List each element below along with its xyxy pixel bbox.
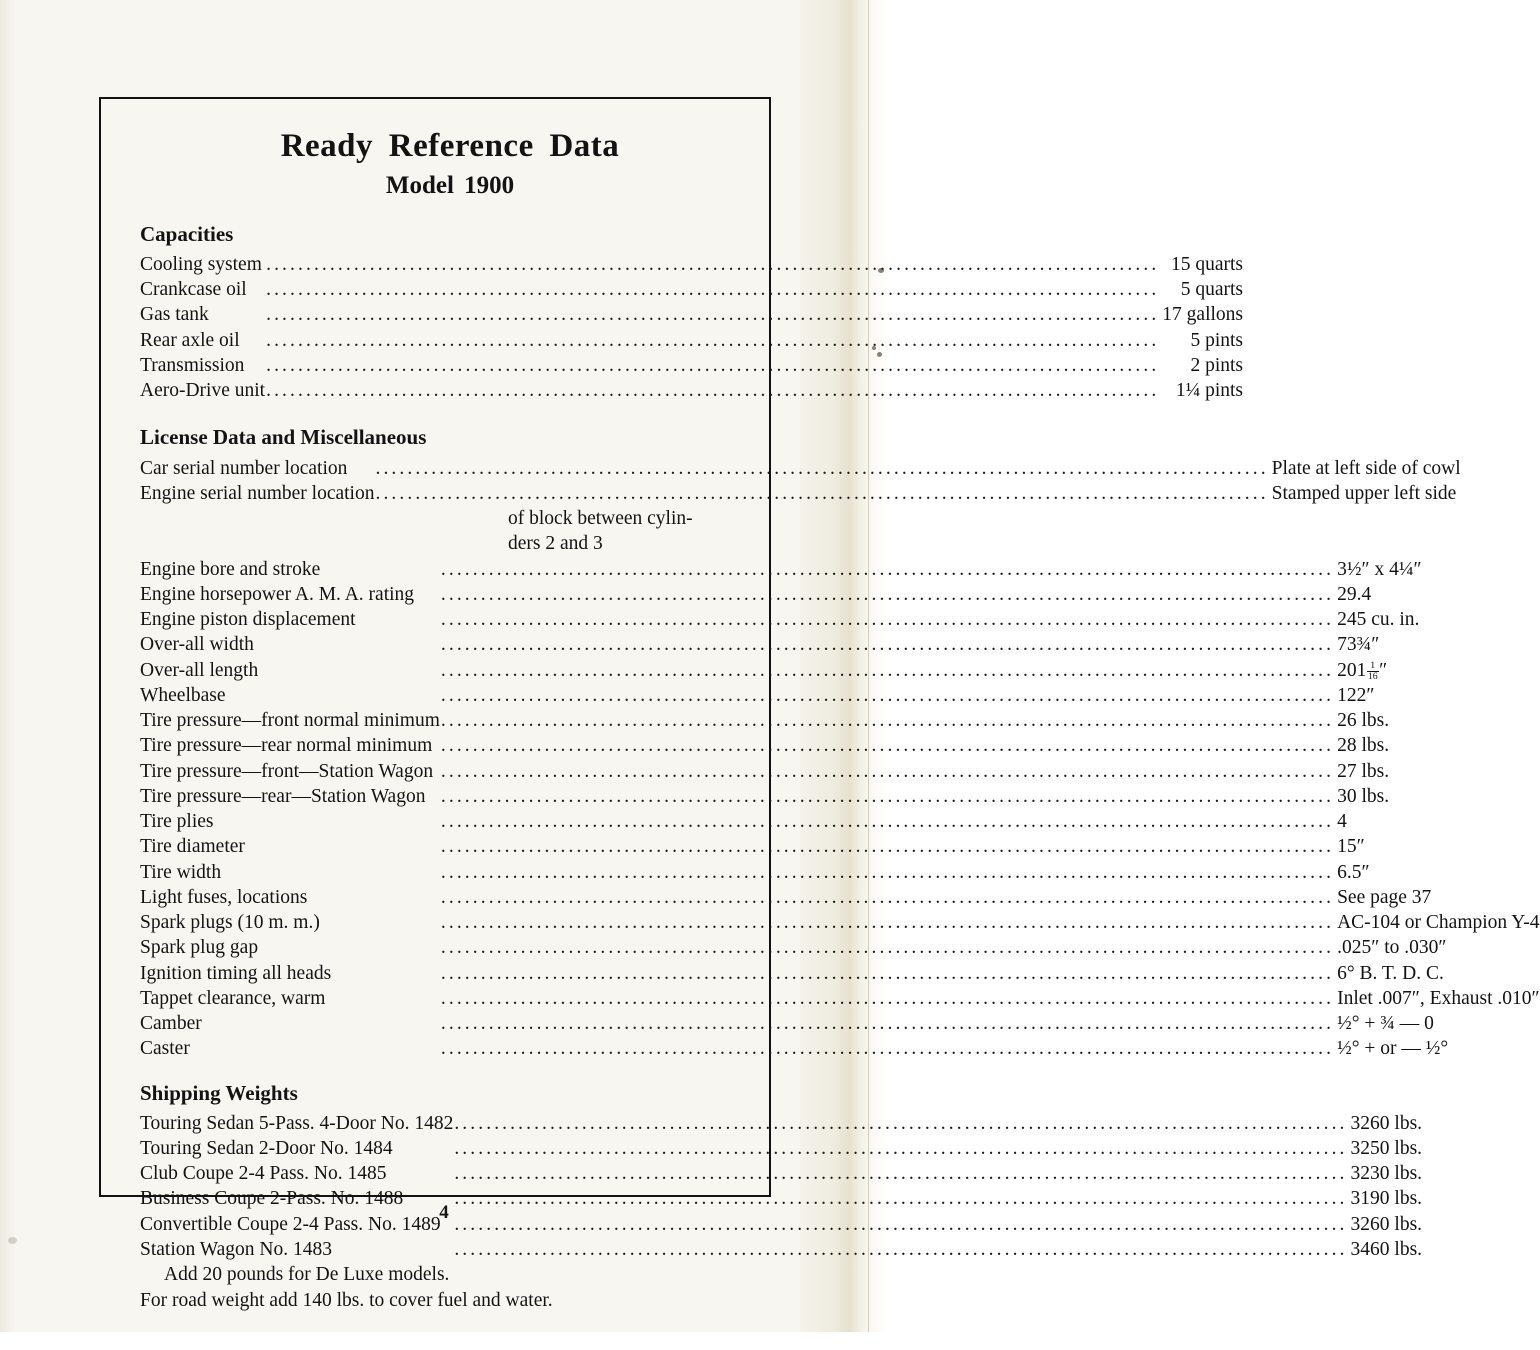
- continuation-line: ders 2 and 3: [508, 533, 603, 555]
- spec-label: Cooling system: [140, 253, 262, 275]
- table-row: [140, 759, 1540, 784]
- leader-dots: [440, 582, 1335, 607]
- page-corner-mark: [8, 1237, 17, 1244]
- leader-dots: [453, 1136, 1348, 1161]
- table-row: [140, 658, 1540, 683]
- spec-value: 3260 lbs.: [1350, 1112, 1423, 1134]
- spec-value: 29.4: [1337, 583, 1372, 605]
- shipping-weights-table-body: [140, 1111, 1422, 1263]
- table-row: [140, 302, 1243, 327]
- spec-label: Aero-Drive unit: [140, 380, 266, 402]
- leader-dots: [265, 353, 1160, 378]
- inch-mark: ″: [1379, 659, 1388, 681]
- spec-value: Stamped upper left side: [1271, 482, 1457, 504]
- spec-value: [1335, 658, 1540, 683]
- spec-label: Engine piston displacement: [140, 609, 356, 631]
- leader-dots: [265, 378, 1160, 403]
- spec-label: Crankcase oil: [140, 279, 247, 301]
- spec-label: Club Coupe 2-4 Pass. No. 1485: [140, 1163, 387, 1185]
- spec-value: 6.5″: [1337, 861, 1370, 883]
- spec-label: Business Coupe 2-Pass. No. 1488: [140, 1188, 404, 1210]
- table-row: [140, 935, 1540, 960]
- leader-dots: [440, 910, 1335, 935]
- table-row: [140, 910, 1540, 935]
- leader-dots: [453, 1161, 1348, 1186]
- leader-dots: [440, 961, 1335, 986]
- spec-value-number: 201: [1337, 659, 1367, 681]
- spec-label: Spark plug gap: [140, 937, 259, 959]
- spec-label: Station Wagon No. 1483: [140, 1238, 332, 1260]
- table-row: [140, 456, 1461, 481]
- spec-value: 15 quarts: [1170, 253, 1244, 275]
- spec-value: Inlet .007″, Exhaust .010″: [1337, 987, 1540, 1009]
- leader-dots: [440, 708, 1335, 733]
- license-data-table-body: [140, 456, 1461, 507]
- table-row: [140, 1011, 1540, 1036]
- leader-dots: [440, 809, 1335, 834]
- table-row: [140, 582, 1540, 607]
- spec-value: 3½″ x 4¼″: [1337, 558, 1422, 580]
- spec-value: 15″: [1337, 836, 1365, 858]
- spec-label: Tire pressure—rear—Station Wagon: [140, 785, 426, 807]
- spec-value: 17 gallons: [1162, 304, 1244, 326]
- table-row: [140, 1161, 1422, 1186]
- capacities-table: [140, 252, 1243, 404]
- spec-value: AC-104 or Champion Y-4: [1337, 912, 1540, 934]
- continuation-line: of block between cylin-: [508, 508, 693, 530]
- table-row: [140, 1111, 1422, 1136]
- spec-value: 28 lbs.: [1337, 735, 1390, 757]
- spec-value: 122″: [1337, 684, 1375, 706]
- spec-value: 5 pints: [1190, 329, 1244, 351]
- table-row: [140, 1136, 1422, 1161]
- leader-dots: [440, 557, 1335, 582]
- table-row: [140, 986, 1540, 1011]
- table-row: [140, 353, 1243, 378]
- page-left-shadow: [0, 0, 16, 1332]
- leader-dots: [440, 1011, 1335, 1036]
- spec-value: 3250 lbs.: [1350, 1137, 1423, 1159]
- leader-dots: [440, 759, 1335, 784]
- leader-dots: [440, 733, 1335, 758]
- leader-dots: [440, 986, 1335, 1011]
- spec-label: Spark plugs (10 m. m.): [140, 912, 320, 934]
- leader-dots: [440, 860, 1335, 885]
- page-subtitle: Model 1900: [385, 172, 515, 200]
- spec-value: .025″ to .030″: [1337, 937, 1447, 959]
- leader-dots: [265, 277, 1160, 302]
- spec-value: See page 37: [1337, 886, 1432, 908]
- leader-dots: [265, 302, 1160, 327]
- spec-value: 73¾″: [1337, 634, 1380, 656]
- spec-value: 5 quarts: [1180, 279, 1244, 301]
- capacities-table-body: [140, 252, 1243, 404]
- spec-value: Plate at left side of cowl: [1271, 457, 1461, 479]
- spec-label: Wheelbase: [140, 684, 226, 706]
- table-row: [140, 885, 1540, 910]
- leader-dots: [440, 632, 1335, 657]
- spec-label: Transmission: [140, 354, 245, 376]
- leader-dots: [374, 481, 1269, 506]
- page-title: Ready Reference Data: [280, 128, 620, 164]
- table-row: [140, 277, 1243, 302]
- leader-dots: [265, 252, 1160, 277]
- spec-value: 27 lbs.: [1337, 760, 1390, 782]
- spec-label: Tire plies: [140, 811, 214, 833]
- fraction-numerator: 1: [1367, 661, 1379, 671]
- table-row: [140, 784, 1540, 809]
- license-data-table: [140, 456, 1461, 507]
- shipping-note: Add 20 pounds for De Luxe models.: [164, 1264, 450, 1286]
- spec-label: Engine bore and stroke: [140, 558, 321, 580]
- miscellaneous-specs-table-body: [140, 557, 1540, 1062]
- table-row: [140, 961, 1540, 986]
- table-row: [140, 481, 1461, 506]
- leader-dots: [453, 1237, 1348, 1262]
- table-row: [140, 607, 1540, 632]
- leader-dots: [440, 1036, 1335, 1061]
- table-row: [140, 632, 1540, 657]
- miscellaneous-specs-table: [140, 557, 1540, 1062]
- spec-label: Camber: [140, 1013, 202, 1035]
- table-row: [140, 252, 1243, 277]
- leader-dots: [440, 683, 1335, 708]
- spec-value: 3190 lbs.: [1350, 1188, 1423, 1210]
- spec-value: 3260 lbs.: [1350, 1213, 1423, 1235]
- table-row: [140, 1237, 1422, 1262]
- section-heading-capacities: Capacities: [140, 221, 234, 246]
- spec-value: 4: [1337, 811, 1347, 833]
- leader-dots: [440, 784, 1335, 809]
- table-row: [140, 708, 1540, 733]
- table-row: [140, 557, 1540, 582]
- leader-dots: [440, 935, 1335, 960]
- table-row: [140, 733, 1540, 758]
- spec-value: ½° + ¾ — 0: [1337, 1013, 1434, 1035]
- spec-label: Tire width: [140, 861, 222, 883]
- spec-label: Over-all length: [140, 659, 259, 681]
- stacked-fraction: [1367, 661, 1379, 681]
- leader-dots: [440, 885, 1335, 910]
- spec-label: Tire diameter: [140, 836, 245, 858]
- spec-label: Light fuses, locations: [140, 886, 308, 908]
- section-heading-shipping-weights: Shipping Weights: [140, 1080, 298, 1105]
- spec-label: Gas tank: [140, 304, 209, 326]
- spec-value: 3460 lbs.: [1350, 1238, 1423, 1260]
- spec-label: Rear axle oil: [140, 329, 240, 351]
- spec-value: 1¼ pints: [1175, 380, 1244, 402]
- spec-label: Car serial number location: [140, 457, 348, 479]
- leader-dots: [374, 456, 1269, 481]
- spec-label: Convertible Coupe 2-4 Pass. No. 1489: [140, 1213, 441, 1235]
- leader-dots: [440, 658, 1335, 683]
- leader-dots: [440, 607, 1335, 632]
- table-row: [140, 328, 1243, 353]
- leader-dots: [440, 834, 1335, 859]
- section-heading-license-data: License Data and Miscellaneous: [140, 425, 427, 450]
- shipping-note: For road weight add 140 lbs. to cover fuel and water.: [140, 1290, 553, 1312]
- spec-value: 6° B. T. D. C.: [1337, 962, 1444, 984]
- spec-label: Caster: [140, 1038, 190, 1060]
- spec-label: Tire pressure—rear normal minimum: [140, 735, 433, 757]
- spec-label: Engine serial number location: [140, 482, 375, 504]
- table-row: [140, 1036, 1540, 1061]
- spec-label: Ignition timing all heads: [140, 962, 332, 984]
- spec-label: Tire pressure—front normal minimum: [140, 710, 440, 732]
- spec-label: Tire pressure—front—Station Wagon: [140, 760, 434, 782]
- spec-value: 3230 lbs.: [1350, 1163, 1423, 1185]
- spec-value: 30 lbs.: [1337, 785, 1390, 807]
- leader-dots: [265, 328, 1160, 353]
- table-row: [140, 378, 1243, 403]
- table-row: [140, 860, 1540, 885]
- spec-value: 26 lbs.: [1337, 710, 1390, 732]
- spec-value: ½° + or — ½°: [1337, 1038, 1449, 1060]
- spec-label: Over-all width: [140, 634, 254, 656]
- leader-dots: [453, 1111, 1348, 1136]
- page-number: 4: [439, 1202, 449, 1223]
- spec-label: Touring Sedan 5-Pass. 4-Door No. 1482: [140, 1112, 454, 1134]
- spec-value: 2 pints: [1190, 354, 1244, 376]
- table-row: [140, 834, 1540, 859]
- shipping-weights-table: [140, 1111, 1422, 1263]
- table-row: [140, 809, 1540, 834]
- page-content: [140, 128, 1540, 1314]
- spec-label: Tappet clearance, warm: [140, 987, 326, 1009]
- spec-label: Engine horsepower A. M. A. rating: [140, 583, 415, 605]
- table-row: [140, 683, 1540, 708]
- spec-label: Touring Sedan 2-Door No. 1484: [140, 1137, 393, 1159]
- spec-value: 245 cu. in.: [1337, 609, 1420, 631]
- fraction-denominator: 16: [1367, 670, 1378, 682]
